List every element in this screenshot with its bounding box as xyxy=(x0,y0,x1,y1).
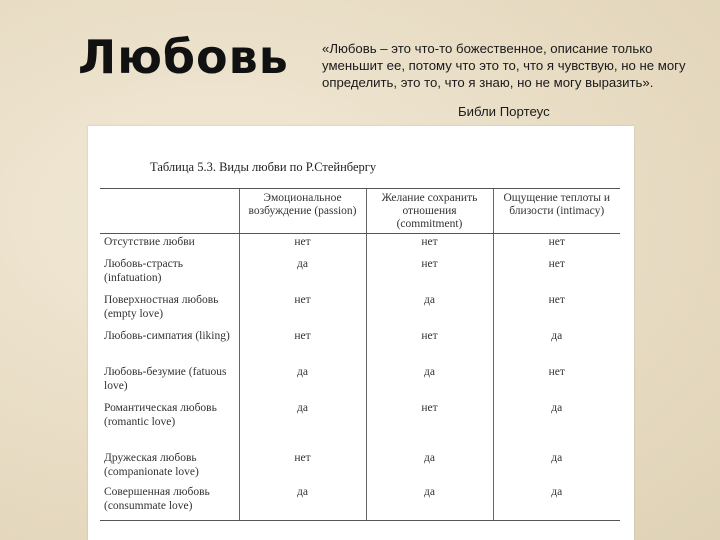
table-row xyxy=(100,450,620,484)
cell-passion: да xyxy=(239,256,366,292)
table-row xyxy=(100,364,620,400)
table-caption: Таблица 5.3. Виды любви по Р.Стейнбергу xyxy=(150,160,377,174)
cell-commitment: да xyxy=(366,484,493,521)
cell-passion: нет xyxy=(239,234,366,256)
row-label: Совершенная любовь (consummate love) xyxy=(100,484,239,521)
cell-commitment: нет xyxy=(366,234,493,256)
header-cell-empty xyxy=(100,189,239,234)
quote-text: «Любовь – это что-то божественное, описание только уменьшит ее, потому что это то, что я чувствую, но не могу определить, это то, что я знаю, но не могу выразить». xyxy=(322,41,686,90)
cell-intimacy: да xyxy=(493,484,620,521)
cell-intimacy: да xyxy=(493,400,620,450)
table-header-row xyxy=(100,189,620,234)
cell-commitment: нет xyxy=(366,256,493,292)
row-label: Дружеская любовь (companionate love) xyxy=(104,451,199,478)
quote-author: Библи Портеус xyxy=(458,104,550,119)
table-row xyxy=(100,234,620,256)
cell-intimacy: нет xyxy=(493,256,620,292)
row-label: Любовь-страсть (infatuation) xyxy=(104,257,183,284)
cell-intimacy: нет xyxy=(493,292,620,328)
header-intimacy: Ощущение теплоты и близости (intimacy) xyxy=(493,189,620,234)
cell-intimacy: нет xyxy=(493,234,620,256)
table-row xyxy=(100,484,620,521)
table-row xyxy=(100,256,620,292)
header-commitment: Желание сохранить отношения (commitment) xyxy=(366,189,493,234)
header-passion: Эмоциональное возбуждение (passion) xyxy=(239,189,366,234)
row-label: Любовь-безумие (fatuous love) xyxy=(104,365,227,392)
table-row xyxy=(100,328,620,364)
cell-passion: нет xyxy=(239,292,366,328)
table-row xyxy=(100,400,620,450)
cell-passion: нет xyxy=(239,328,366,364)
cell-passion: да xyxy=(239,364,366,400)
cell-intimacy: да xyxy=(493,328,620,364)
row-label: Отсутствие любви xyxy=(104,236,195,248)
row-label: Поверхностная любовь (empty love) xyxy=(104,293,219,320)
cell-intimacy: нет xyxy=(493,364,620,400)
scanned-table-image xyxy=(88,126,634,540)
cell-passion: да xyxy=(239,400,366,450)
cell-commitment: да xyxy=(366,292,493,328)
row-label: Любовь-симпатия (liking) xyxy=(104,329,230,342)
cell-commitment: да xyxy=(366,364,493,400)
cell-commitment: нет xyxy=(366,400,493,450)
cell-commitment: да xyxy=(366,450,493,484)
love-types-table xyxy=(100,188,620,521)
table-row xyxy=(100,292,620,328)
cell-passion: да xyxy=(239,484,366,521)
cell-intimacy: да xyxy=(493,450,620,484)
cell-passion: нет xyxy=(239,450,366,484)
slide-title: Любовь xyxy=(78,30,289,84)
row-label: Романтическая любовь (romantic love) xyxy=(104,401,217,428)
cell-commitment: нет xyxy=(366,328,493,364)
